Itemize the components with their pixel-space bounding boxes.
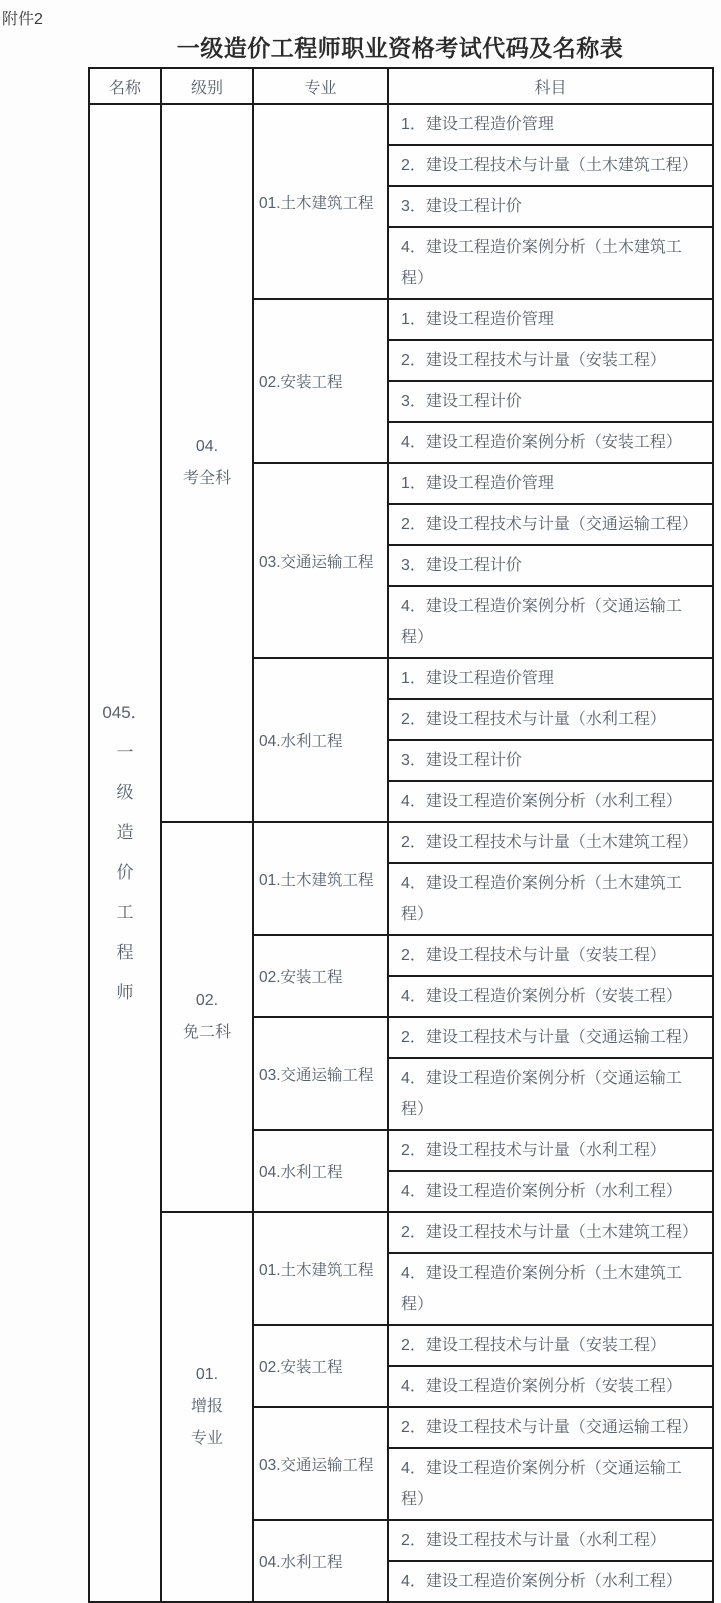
level-line: 专业 <box>190 1430 223 1447</box>
name-line: 045． <box>102 703 148 722</box>
major-cell: 01.土木建筑工程 <box>253 104 388 299</box>
page-title: 一级造价工程师职业资格考试代码及名称表 <box>176 35 624 61</box>
level-line: 01. <box>195 1366 219 1383</box>
level-line: 免二科 <box>182 1024 231 1041</box>
subject-cell: 3．建设工程计价 <box>388 545 713 586</box>
subject-cell: 4．建设工程造价案例分析（水利工程） <box>388 1561 713 1602</box>
subject-cell: 2．建设工程技术与计量（水利工程） <box>388 1130 713 1171</box>
exam-codes-table <box>88 67 714 1603</box>
level-line: 02. <box>195 992 219 1009</box>
subject-cell: 1．建设工程造价管理 <box>388 658 713 699</box>
subject-cell: 2．建设工程技术与计量（土木建筑工程） <box>388 1212 713 1253</box>
subject-cell: 2．建设工程技术与计量（水利工程） <box>388 699 713 740</box>
name-line: 工 <box>116 903 134 922</box>
level-cell <box>161 104 253 822</box>
subject-cell: 3．建设工程计价 <box>388 740 713 781</box>
subject-cell: 4．建设工程造价案例分析（安装工程） <box>388 422 713 463</box>
major-cell: 02.安装工程 <box>253 935 388 1017</box>
header-cell-name: 名称 <box>89 68 161 104</box>
subject-cell: 4．建设工程造价案例分析（安装工程） <box>388 1366 713 1407</box>
major-cell: 04.水利工程 <box>253 658 388 822</box>
header-cell-major: 专业 <box>253 68 388 104</box>
name-line: 级 <box>116 783 134 802</box>
subject-cell: 4．建设工程造价案例分析（水利工程） <box>388 1171 713 1212</box>
subject-cell: 3．建设工程计价 <box>388 381 713 422</box>
subject-cell: 3．建设工程计价 <box>388 186 713 227</box>
major-cell: 04.水利工程 <box>253 1130 388 1212</box>
header-cell-subject: 科目 <box>388 68 713 104</box>
subject-cell: 2．建设工程技术与计量（安装工程） <box>388 1325 713 1366</box>
subject-cell: 4．建设工程造价案例分析（交通运输工程） <box>388 1448 713 1520</box>
name-line: 程 <box>116 943 134 962</box>
level-line: 04. <box>195 438 219 455</box>
header-row <box>89 68 713 104</box>
subject-cell: 1．建设工程造价管理 <box>388 463 713 504</box>
major-cell: 03.交通运输工程 <box>253 1017 388 1130</box>
name-line: 一 <box>116 743 134 762</box>
subject-cell: 4．建设工程造价案例分析（交通运输工程） <box>388 1058 713 1130</box>
subject-cell: 2．建设工程技术与计量（安装工程） <box>388 935 713 976</box>
subject-cell: 2．建设工程技术与计量（土木建筑工程） <box>388 822 713 863</box>
name-cell <box>89 104 161 1602</box>
subject-cell: 1．建设工程造价管理 <box>388 104 713 145</box>
header-cell-level: 级别 <box>161 68 253 104</box>
level-line: 考全科 <box>182 470 231 487</box>
title-wrap <box>88 30 712 63</box>
subject-cell: 2．建设工程技术与计量（水利工程） <box>388 1520 713 1561</box>
subject-cell: 2．建设工程技术与计量（交通运输工程） <box>388 504 713 545</box>
major-cell: 01.土木建筑工程 <box>253 822 388 935</box>
attachment-label: 附件2 <box>2 11 43 28</box>
subject-cell: 4．建设工程造价案例分析（水利工程） <box>388 781 713 822</box>
subject-cell: 4．建设工程造价案例分析（安装工程） <box>388 976 713 1017</box>
name-line: 师 <box>116 983 134 1002</box>
major-cell: 03.交通运输工程 <box>253 463 388 658</box>
major-cell: 03.交通运输工程 <box>253 1407 388 1520</box>
subject-cell: 2．建设工程技术与计量（交通运输工程） <box>388 1407 713 1448</box>
table-row <box>89 822 713 863</box>
subject-cell: 4．建设工程造价案例分析（土木建筑工程） <box>388 863 713 935</box>
subject-cell: 2．建设工程技术与计量（土木建筑工程） <box>388 145 713 186</box>
name-line: 价 <box>116 863 134 882</box>
level-cell <box>161 822 253 1212</box>
subject-cell: 4．建设工程造价案例分析（土木建筑工程） <box>388 227 713 299</box>
name-line: 造 <box>116 823 134 842</box>
table-row <box>89 104 713 145</box>
subject-cell: 2．建设工程技术与计量（交通运输工程） <box>388 1017 713 1058</box>
level-cell <box>161 1212 253 1602</box>
subject-cell: 4．建设工程造价案例分析（土木建筑工程） <box>388 1253 713 1325</box>
major-cell: 02.安装工程 <box>253 1325 388 1407</box>
level-line: 增报 <box>190 1398 223 1415</box>
subject-cell: 4．建设工程造价案例分析（交通运输工程） <box>388 586 713 658</box>
major-cell: 01.土木建筑工程 <box>253 1212 388 1325</box>
table-row <box>89 1212 713 1253</box>
subject-cell: 1．建设工程造价管理 <box>388 299 713 340</box>
subject-cell: 2．建设工程技术与计量（安装工程） <box>388 340 713 381</box>
major-cell: 02.安装工程 <box>253 299 388 463</box>
major-cell: 04.水利工程 <box>253 1520 388 1602</box>
